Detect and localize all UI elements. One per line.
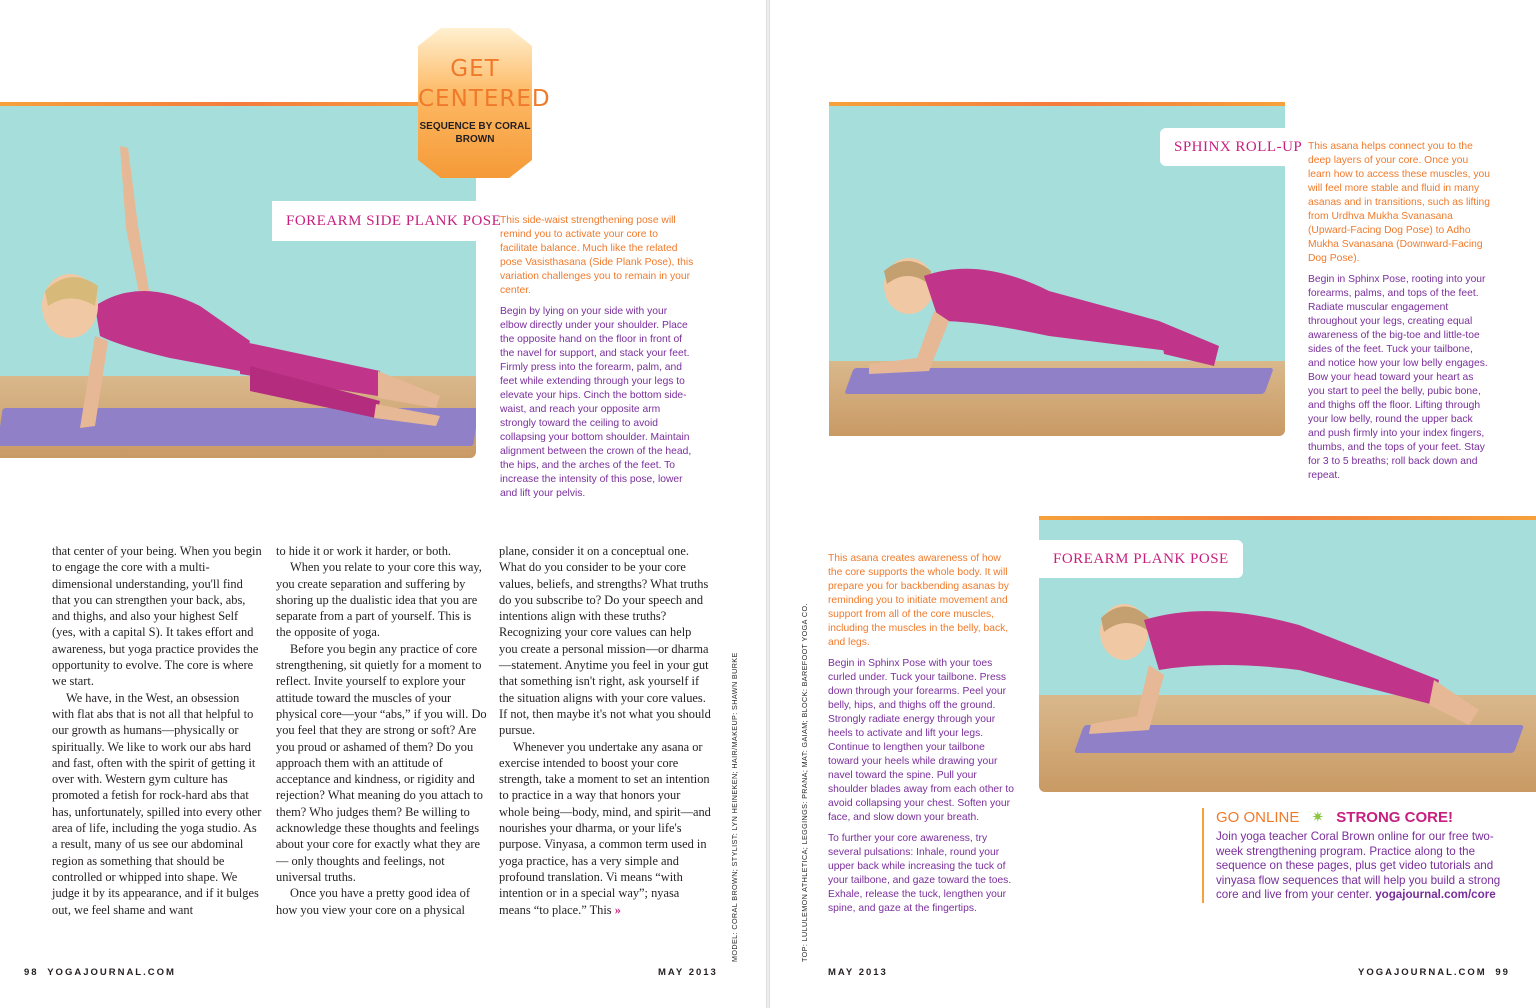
page-number: 98 <box>24 967 39 978</box>
article-paragraph: to hide it or work it harder, or both. <box>276 544 451 558</box>
badge-byline: SEQUENCE BY CORAL BROWN <box>419 121 531 145</box>
forearm-plank-body: Begin in Sphinx Pose with your toes curled under. Tuck your tailbone. Press down through your forearms. Peel your belly, hips, and thighs off the ground. Strongly radiate energy through your heels to activate and lift your legs. Continue to lengthen your tailbone toward your heels while drawing your navel toward the spine. Pull your shoulder blades away from each other to avoid collapsing your chest. Soften your face, and slow down your breath. <box>828 658 1015 823</box>
side-plank-sidebar <box>500 214 696 508</box>
article-paragraph: that center of your being. When you begin to engage the core with a multi-dimensional understanding, you'll find that you can strengthen your back, abs, and thighs, and also your highest Self (yes, with a capital S). It takes effort and awareness, but yoga practice provides the opportunity to evolve. The core is where we start. <box>52 544 262 689</box>
article-paragraph: Before you begin any practice of core strengthening, sit quietly for a moment to reflect. Invite yourself to explore your attitude toward the muscles of your physical core—your “abs,” if you will. Do you feel that they are strong or soft? Are you proud or ashamed of them? Do you approach them with an attitude of acceptance and kindness, or rigidity and rejection? What meaning do you attach to them? Who judges them? Be willing to acknowledge these thoughts and feelings about your core for exactly what they are— only thoughts and feelings, not universal truths. <box>276 641 487 884</box>
folio-left <box>24 967 176 978</box>
right-page <box>770 0 1536 1008</box>
side-plank-photo <box>0 106 476 458</box>
folio-date-left: MAY 2013 <box>658 967 718 978</box>
left-page <box>0 0 766 1008</box>
photo-top-bar <box>0 102 476 106</box>
sphinx-title: SPHINX ROLL-UP <box>1160 128 1285 166</box>
sphinx-lead: This asana helps connect you to the deep layers of your core. Once you learn how to access these muscles, you will feel more stable and fluid in many asanas and in transitions, such as lifting from Urdhva Mukha Svanasana (Upward-Facing Dog Pose) to Adho Mukha Svanasana (Downward-Facing Dog Pose). <box>1308 141 1491 264</box>
starburst-icon: ✷ <box>1311 809 1325 826</box>
article-paragraph: When you relate to your core this way, you create separation and suffering by shoring up the dualistic idea that you are separate from a part of yourself. This is the opposite of yoga. <box>276 560 482 640</box>
article-paragraph-text: Whenever you undertake any asana or exercise intended to boost your core strength, take a moment to set an intention to practice in a way that honors your whole being—body, mind, and spirit—and nourishes your dharma, or your life's purpose. Vinyasa, a common term used in yoga practice, has a very simple and profound translation. Vi means “with intention or in a special way”; nyasa means “to place.” This <box>499 739 711 917</box>
go-online-text <box>1216 830 1502 903</box>
side-plank-body: Begin by lying on your side with your elbow directly under your shoulder. Place the opposite hand on the floor in front of the navel for support, and stack your feet. Firmly press into the forearm, palm, and feet while extending through your legs to elevate your hips. Cinch the bottom side-waist, and reach your opposite arm strongly toward the ceiling to avoid collapsing your bottom shoulder. Maintain alignment between the crown of the head, the hips, and the arches of the feet. To increase the intensity of this pose, lower and lift your pelvis. <box>500 306 692 499</box>
forearm-plank-lead: This asana creates awareness of how the core supports the whole body. It will prepare you for backbending asanas by reminding you to initiate movement and support from all of the core muscles, including the muscles in the belly, back, and legs. <box>828 553 1009 648</box>
sphinx-sidebar <box>1308 140 1490 490</box>
go-online-label: GO ONLINE <box>1216 809 1300 826</box>
photo-credit-left: MODEL: CORAL BROWN; STYLIST: LYN HEINEKEN; HAIR/MAKEUP: SHAWN BURKE <box>730 652 739 962</box>
sphinx-body: Begin in Sphinx Pose, rooting into your forearms, palms, and tops of the feet. Radiate muscular engagement throughout your legs, creating equal awareness of the big-toe and little-toe sides of the feet. Tuck your tailbone, and notice how your low belly engages. Bow your head toward your heart as you start to peel the belly, pubic bone, and thighs off the floor. Lifting through your low belly, round the upper back and push firmly into your index fingers, thumbs, and the tops of your feet. Stay for 3 to 5 breaths; roll back down and repeat. <box>1308 274 1488 481</box>
strong-core-label: STRONG CORE! <box>1336 809 1453 826</box>
page-number: 99 <box>1495 967 1510 978</box>
article-paragraph: plane, consider it on a conceptual one. What do you consider to be your core values, beliefs, and strengths? What truths do you subscribe to? Do your speech and intentions align with these truths? Recognizing your core values can help you create a personal mission—or dharma—statement. Anytime you feel in your gut that something isn't right, ask yourself if the situation aligns with your core values. If not, then maybe it's not what you should pursue. <box>499 544 711 738</box>
side-plank-lead: This side-waist strengthening pose will remind you to activate your core to facilitate balance. Much like the related pose Vasisthasana (Side Plank Pose), this variation challenges you to remain in your center. <box>500 215 694 296</box>
go-online-body: Join yoga teacher Coral Brown online for our free two-week strengthening program. Practice along to the sequence on these pages, plus get video tutorials and vinyasa flow sequences that will help you build a strong core and live from your center. <box>1216 830 1501 902</box>
side-plank-figure <box>0 106 476 458</box>
article-column-3 <box>499 543 711 918</box>
article-column-2 <box>276 543 488 918</box>
folio-right <box>1358 967 1510 978</box>
badge-line-2: CENTERED <box>418 86 551 112</box>
badge-line-1: GET <box>450 56 500 82</box>
get-centered-badge <box>418 28 551 178</box>
continue-arrow-icon: » <box>614 902 621 917</box>
folio-site: YOGAJOURNAL.COM <box>47 967 176 978</box>
go-online-box <box>1202 808 1502 903</box>
article-paragraph <box>499 739 711 918</box>
forearm-plank-sidebar <box>828 552 1018 923</box>
side-plank-title: FOREARM SIDE PLANK POSE <box>272 201 515 241</box>
forearm-plank-title: FOREARM PLANK POSE <box>1039 540 1243 578</box>
article-column-1 <box>52 543 264 918</box>
article-paragraph: Once you have a pretty good idea of how you view your core on a physical <box>276 886 470 917</box>
go-online-url[interactable]: yogajournal.com/core <box>1375 888 1496 902</box>
article-paragraph: We have, in the West, an obsession with flat abs that is not all that helpful to our growth as humans—physically or spiritually. We like to work our abs hard and fast, often with the spirit of getting it over with. Western gym culture has promoted a fetish for rock-hard abs that has, unfortunately, spilled into every other area of life, including the yoga studio. As a result, many of us see our abdominal region as something that should be controlled or whipped into shape. We judge it by its appearance, and if it bulges out, we feel shame and want <box>52 690 262 917</box>
forearm-plank-body-2: To further your core awareness, try several pulsations: Inhale, round your upper back while increasing the tuck of your tailbone, and gaze toward the toes. Exhale, release the tuck, lengthen your spine, and gaze at the fingertips. <box>828 833 1012 914</box>
folio-date-right: MAY 2013 <box>828 967 888 978</box>
photo-credit-right: TOP: LULULEMON ATHLETICA; LEGGINGS: PRANA; MAT: GAIAM; BLOCK: BAREFOOT YOGA CO. <box>800 603 809 962</box>
go-online-heading <box>1216 808 1502 826</box>
folio-site: YOGAJOURNAL.COM <box>1358 967 1487 978</box>
